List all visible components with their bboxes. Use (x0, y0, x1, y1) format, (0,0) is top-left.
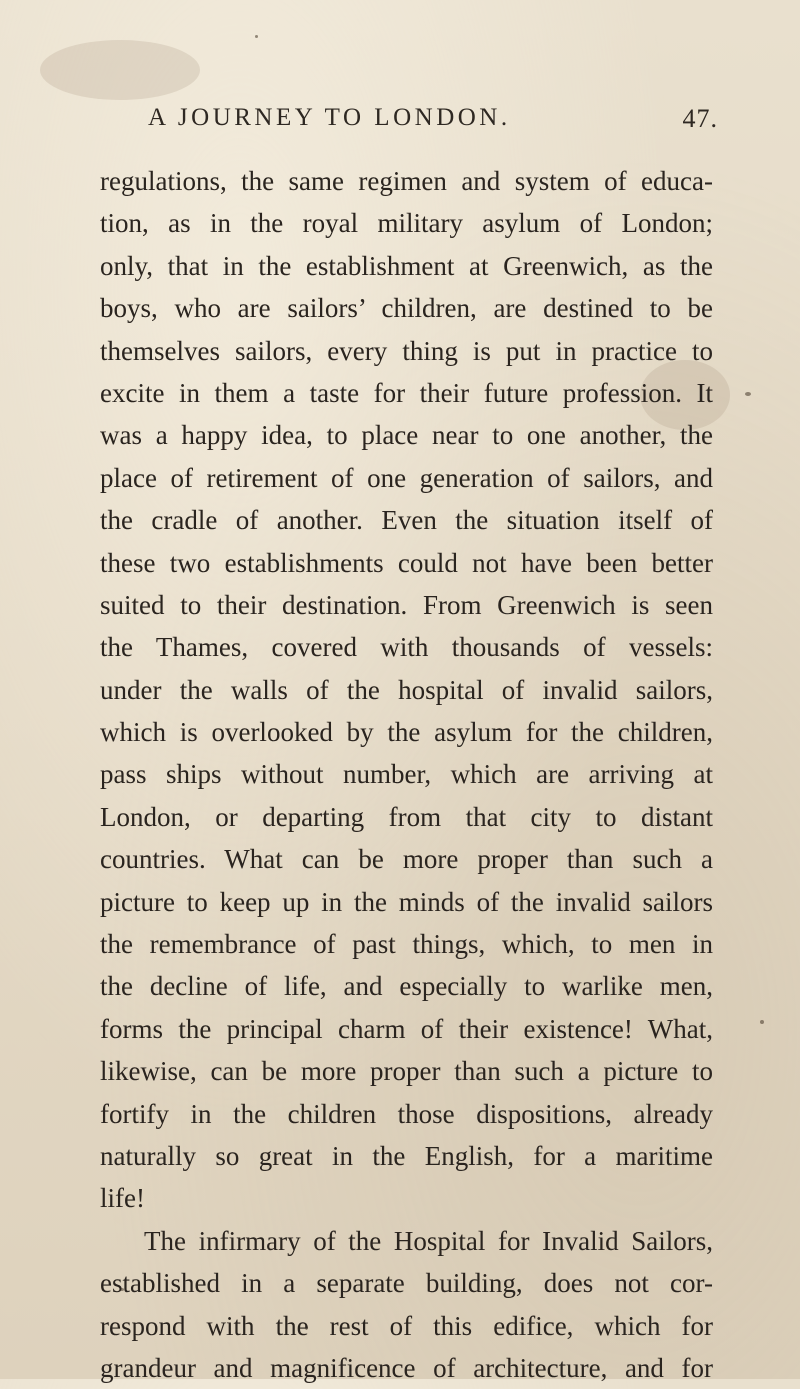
text-line: regulations, the same regimen and system of educa- (100, 166, 713, 196)
paper-speck (745, 392, 751, 396)
text-line: picture to keep up in the minds of the invalid sailors (100, 886, 713, 917)
text-line: these two establishments could not have been better (100, 547, 713, 578)
text-line: naturally so great in the English, for a maritime (100, 1140, 713, 1171)
text-line: excite in them a taste for their future profession. It (100, 377, 713, 408)
text-line: the cradle of another. Even the situation itself of (100, 505, 713, 536)
text-line: place of retirement of one generation of sailors, and (100, 462, 713, 493)
running-head (148, 104, 728, 144)
text-line: the remembrance of past things, which, to men in (100, 929, 713, 960)
text-line: only, that in the establishment at Greenwich, as the (100, 250, 713, 281)
text-line: likewise, can be more proper than such a picture to (100, 1056, 713, 1087)
text-line: tion, as in the royal military asylum of London; (100, 208, 713, 239)
paper-speck (255, 35, 258, 38)
text-line: The infirmary of the Hospital for Invalid Sailors, (144, 1225, 713, 1256)
text-line: life! (100, 1183, 145, 1214)
text-line: the Thames, covered with thousands of vessels: (100, 632, 713, 663)
text-line: which is overlooked by the asylum for the children, (100, 717, 713, 748)
running-title: A JOURNEY TO LONDON. (148, 104, 511, 131)
text-line: London, or departing from that city to distant (100, 801, 713, 832)
text-line: themselves sailors, every thing is put in practice to (100, 335, 713, 366)
text-line: the decline of life, and especially to warlike men, (100, 971, 713, 1002)
paper-speck (760, 1020, 764, 1024)
text-line: forms the principal charm of their existence! What, (100, 1013, 713, 1044)
text-line: was a happy idea, to place near to one another, the (100, 420, 713, 451)
page-number: 47. (682, 104, 718, 133)
text-line: grandeur and magnificence of architecture, and for (100, 1352, 713, 1383)
text-line: established in a separate building, does not cor- (100, 1268, 713, 1299)
body-text (100, 160, 713, 1389)
text-line: respond with the rest of this edifice, which for (100, 1310, 713, 1341)
text-line: suited to their destination. From Greenwich is seen (100, 589, 713, 620)
text-line: fortify in the children those dispositions, already (100, 1098, 713, 1129)
text-line: countries. What can be more proper than such a (100, 844, 713, 875)
paper-stain (40, 40, 200, 100)
text-line: boys, who are sailors’ children, are destined to be (100, 293, 713, 324)
text-line: under the walls of the hospital of invalid sailors, (100, 674, 713, 705)
text-line: pass ships without number, which are arriving at (100, 759, 713, 790)
